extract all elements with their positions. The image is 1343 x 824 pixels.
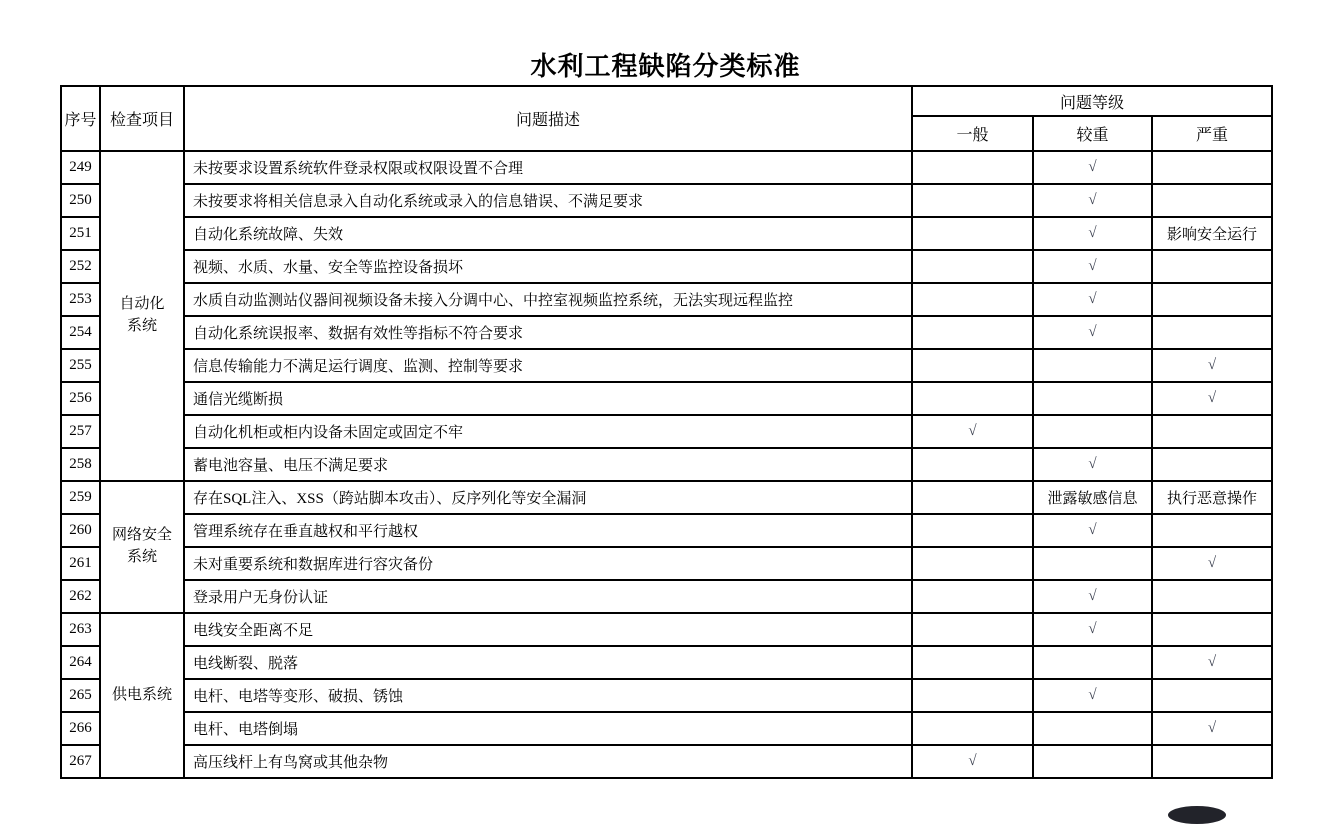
level-general-cell: [912, 316, 1033, 349]
level-general-cell: [912, 679, 1033, 712]
level-severe-cell: [1152, 184, 1272, 217]
category-label-line: 自动化: [119, 296, 165, 313]
level-moderate-cell: √: [1033, 283, 1152, 316]
table-row: [61, 547, 1272, 580]
level-severe-cell: [1152, 745, 1272, 778]
row-description: 视频、水质、水量、安全等监控设备损坏: [184, 250, 912, 283]
table-row: [61, 679, 1272, 712]
level-severe-cell: [1152, 514, 1272, 547]
header-row-1: [61, 86, 1272, 116]
page-title: 水利工程缺陷分类标准: [530, 51, 801, 81]
table-row: [61, 448, 1272, 481]
level-general-cell: [912, 646, 1033, 679]
table-row: [61, 184, 1272, 217]
level-moderate-cell: [1033, 415, 1152, 448]
header-level-severe: 严重: [1152, 116, 1272, 151]
level-severe-cell: [1152, 316, 1272, 349]
level-severe-cell: [1152, 580, 1272, 613]
category-label-line: 供电系统: [111, 686, 172, 703]
header-category: 检查项目: [100, 86, 184, 151]
table-row: [61, 646, 1272, 679]
row-index: 260: [61, 514, 100, 547]
level-general-cell: [912, 382, 1033, 415]
table-row: [61, 481, 1272, 514]
level-moderate-cell: √: [1033, 580, 1152, 613]
header-level-group: 问题等级: [912, 86, 1272, 116]
level-general-cell: [912, 448, 1033, 481]
level-moderate-cell: √: [1033, 250, 1152, 283]
level-severe-cell: [1152, 679, 1272, 712]
level-moderate-cell: [1033, 712, 1152, 745]
row-index: 257: [61, 415, 100, 448]
row-description: 自动化机柜或柜内设备未固定或固定不牢: [184, 415, 912, 448]
level-general-cell: [912, 184, 1033, 217]
row-index: 259: [61, 481, 100, 514]
row-description: 未按要求设置系统软件登录权限或权限设置不合理: [184, 151, 912, 184]
level-general-cell: [912, 580, 1033, 613]
level-severe-cell: 执行恶意操作: [1152, 481, 1272, 514]
category-label-line: 网络安全: [111, 527, 172, 544]
level-general-cell: √: [912, 745, 1033, 778]
level-severe-cell: [1152, 448, 1272, 481]
row-description: 自动化系统误报率、数据有效性等指标不符合要求: [184, 316, 912, 349]
row-description: 高压线杆上有鸟窝或其他杂物: [184, 745, 912, 778]
row-index: 266: [61, 712, 100, 745]
level-severe-cell: 影响安全运行: [1152, 217, 1272, 250]
defect-classification-table: [60, 85, 1273, 779]
level-severe-cell: [1152, 250, 1272, 283]
row-description: 蓄电池容量、电压不满足要求: [184, 448, 912, 481]
header-level-general: 一般: [912, 116, 1033, 151]
row-index: 265: [61, 679, 100, 712]
level-moderate-cell: √: [1033, 613, 1152, 646]
row-description: 未对重要系统和数据库进行容灾备份: [184, 547, 912, 580]
table-row: [61, 151, 1272, 184]
level-general-cell: [912, 613, 1033, 646]
level-moderate-cell: √: [1033, 151, 1152, 184]
row-description: 存在SQL注入、XSS（跨站脚本攻击）、反序列化等安全漏洞: [184, 481, 912, 514]
level-general-cell: [912, 283, 1033, 316]
level-general-cell: [912, 217, 1033, 250]
category-cell-automation-system: [100, 151, 184, 481]
row-description: 电线断裂、脱落: [184, 646, 912, 679]
row-description: 管理系统存在垂直越权和平行越权: [184, 514, 912, 547]
row-description: 登录用户无身份认证: [184, 580, 912, 613]
table-row: [61, 580, 1272, 613]
level-moderate-cell: [1033, 646, 1152, 679]
row-index: 267: [61, 745, 100, 778]
row-index: 252: [61, 250, 100, 283]
level-general-cell: √: [912, 415, 1033, 448]
header-index: 序号: [61, 86, 100, 151]
level-moderate-cell: √: [1033, 514, 1152, 547]
level-severe-cell: √: [1152, 547, 1272, 580]
level-moderate-cell: √: [1033, 184, 1152, 217]
level-severe-cell: √: [1152, 382, 1272, 415]
row-description: 水质自动监测站仪器间视频设备未接入分调中心、中控室视频监控系统，无法实现远程监控: [184, 283, 912, 316]
row-description: 电线安全距离不足: [184, 613, 912, 646]
level-moderate-cell: [1033, 745, 1152, 778]
level-moderate-cell: √: [1033, 217, 1152, 250]
category-cell-network-security-system: [100, 481, 184, 613]
row-index: 254: [61, 316, 100, 349]
row-index: 262: [61, 580, 100, 613]
level-severe-cell: √: [1152, 349, 1272, 382]
level-general-cell: [912, 514, 1033, 547]
level-general-cell: [912, 250, 1033, 283]
header-description: 问题描述: [184, 86, 912, 151]
table-row: [61, 283, 1272, 316]
row-description: 信息传输能力不满足运行调度、监测、控制等要求: [184, 349, 912, 382]
header-level-moderate: 较重: [1033, 116, 1152, 151]
level-general-cell: [912, 151, 1033, 184]
row-description: 电杆、电塔等变形、破损、锈蚀: [184, 679, 912, 712]
row-description: 自动化系统故障、失效: [184, 217, 912, 250]
category-label-line: 系统: [126, 318, 157, 334]
level-general-cell: [912, 481, 1033, 514]
level-moderate-cell: √: [1033, 679, 1152, 712]
level-moderate-cell: √: [1033, 448, 1152, 481]
row-description: 通信光缆断损: [184, 382, 912, 415]
row-index: 255: [61, 349, 100, 382]
row-index: 253: [61, 283, 100, 316]
table-row: [61, 712, 1272, 745]
level-general-cell: [912, 712, 1033, 745]
table-row: [61, 349, 1272, 382]
table-row: [61, 250, 1272, 283]
row-description: 电杆、电塔倒塌: [184, 712, 912, 745]
row-index: 249: [61, 151, 100, 184]
level-general-cell: [912, 547, 1033, 580]
level-moderate-cell: [1033, 382, 1152, 415]
row-index: 264: [61, 646, 100, 679]
level-moderate-cell: √: [1033, 316, 1152, 349]
level-moderate-cell: 泄露敏感信息: [1033, 481, 1152, 514]
level-general-cell: [912, 349, 1033, 382]
row-index: 258: [61, 448, 100, 481]
table-row: [61, 514, 1272, 547]
level-severe-cell: √: [1152, 646, 1272, 679]
table-row: [61, 415, 1272, 448]
level-severe-cell: [1152, 415, 1272, 448]
table-row: [61, 316, 1272, 349]
level-severe-cell: [1152, 613, 1272, 646]
row-index: 263: [61, 613, 100, 646]
table-row: [61, 613, 1272, 646]
level-moderate-cell: [1033, 349, 1152, 382]
row-index: 250: [61, 184, 100, 217]
level-severe-cell: √: [1152, 712, 1272, 745]
row-index: 261: [61, 547, 100, 580]
row-index: 256: [61, 382, 100, 415]
corner-stamp-mark: [1168, 806, 1226, 824]
category-cell-power-supply-system: [100, 613, 184, 778]
table-row: [61, 382, 1272, 415]
table-row: [61, 217, 1272, 250]
row-description: 未按要求将相关信息录入自动化系统或录入的信息错误、不满足要求: [184, 184, 912, 217]
level-severe-cell: [1152, 151, 1272, 184]
table-row: [61, 745, 1272, 778]
row-index: 251: [61, 217, 100, 250]
category-label-line: 系统: [126, 549, 157, 565]
level-severe-cell: [1152, 283, 1272, 316]
level-moderate-cell: [1033, 547, 1152, 580]
